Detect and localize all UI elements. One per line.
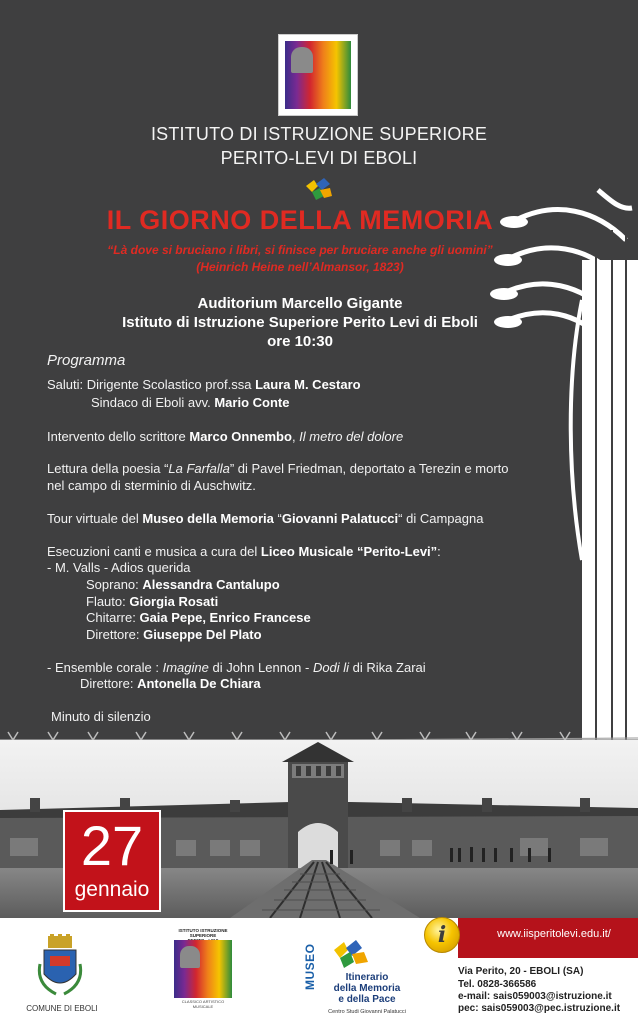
event-title: IL GIORNO DELLA MEMORIA [106, 205, 494, 235]
website-link[interactable]: www.iisperitolevi.edu.it/ [497, 928, 611, 940]
direttore-line-2: Direttore: Antonella De Chiara [80, 676, 261, 691]
ensemble-line: - Ensemble corale : Imagine di John Lennon - Dodi li di Rika Zarai [47, 660, 426, 675]
info-icon [424, 917, 460, 953]
museo-line-4: Centro Studi Giovanni Palatucci [328, 1009, 406, 1015]
event-time: ore 10:30 [267, 333, 333, 350]
esecuzioni-line: Esecuzioni canti e musica a cura del Liceo Musicale “Perito-Levi”: [47, 544, 441, 559]
contact-pec[interactable]: pec: sais059003@pec.istruzione.it [458, 1003, 621, 1014]
date-month: gennaio [74, 878, 150, 901]
tour-line: Tour virtuale del Museo della Memoria “Giovanni Palatucci“ di Campagna [47, 511, 484, 526]
contact-email[interactable]: e-mail: sais059003@istruzione.it [458, 991, 612, 1002]
school-logo [278, 34, 358, 116]
logo-head-line-1: ISTITUTO ISTRUZIONE SUPERIORE [178, 928, 228, 938]
silenzio-line: Minuto di silenzio [51, 709, 151, 724]
comune-eboli-crest [36, 934, 84, 1000]
museo-hands-icon [330, 938, 372, 972]
sindaco-line: Sindaco di Eboli avv. Mario Conte [91, 395, 290, 410]
chitarre-line: Chitarre: Gaia Pepe, Enrico Francese [86, 610, 311, 625]
venue-institute: Istituto di Istruzione Superiore Perito Levi di Eboli [122, 314, 478, 331]
direttore-line-1: Direttore: Giuseppe Del Plato [86, 627, 262, 642]
lettura-line-2: nel campo di sterminio di Auschwitz. [47, 478, 256, 493]
date-badge [63, 810, 161, 912]
soprano-line: Soprano: Alessandra Cantalupo [86, 577, 280, 592]
quote-text: “Là dove si bruciano i libri, si finisce per bruciare anche gli uomini” [107, 243, 493, 257]
programma-heading: Programma [47, 352, 126, 369]
museo-line-1: Itinerario [345, 972, 389, 983]
intervento-line: Intervento dello scrittore Marco Onnembo, Il metro del dolore [47, 429, 404, 444]
museo-line-3: e della Pace [338, 994, 396, 1005]
valls-line: - M. Valls - Adios querida [47, 560, 191, 575]
saluti-line: Saluti: Dirigente Scolastico prof.ssa Laura M. Cestaro [47, 377, 361, 392]
school-name-line-1: ISTITUTO DI ISTRUZIONE SUPERIORE [150, 124, 488, 144]
lettura-line-1: Lettura della poesia “La Farfalla” di Pavel Friedman, deportato a Terezin e morto [47, 461, 509, 476]
museo-line-2: della Memoria [333, 983, 401, 994]
school-logo-footer [172, 928, 234, 1009]
quote-source: (Heinrich Heine nell’Almansor, 1823) [196, 260, 404, 274]
lamp-post-illustration [486, 180, 638, 745]
info-icon-glyph: i [437, 922, 447, 948]
venue-auditorium: Auditorium Marcello Gigante [197, 295, 403, 312]
hands-icon [302, 176, 336, 204]
school-name-line-2: PERITO-LEVI DI EBOLI [220, 148, 418, 168]
comune-label: COMUNE DI EBOLI [26, 1004, 98, 1013]
contact-address: Via Perito, 20 - EBOLI (SA) [458, 966, 584, 977]
museo-vertical-label: MUSEO [303, 943, 317, 990]
logo-foot: CLASSICO ARTISTICO MUSICALE [181, 999, 225, 1009]
date-day: 27 [80, 814, 144, 877]
flauto-line: Flauto: Giorgia Rosati [86, 594, 219, 609]
contact-phone: Tel. 0828-366586 [458, 979, 537, 990]
